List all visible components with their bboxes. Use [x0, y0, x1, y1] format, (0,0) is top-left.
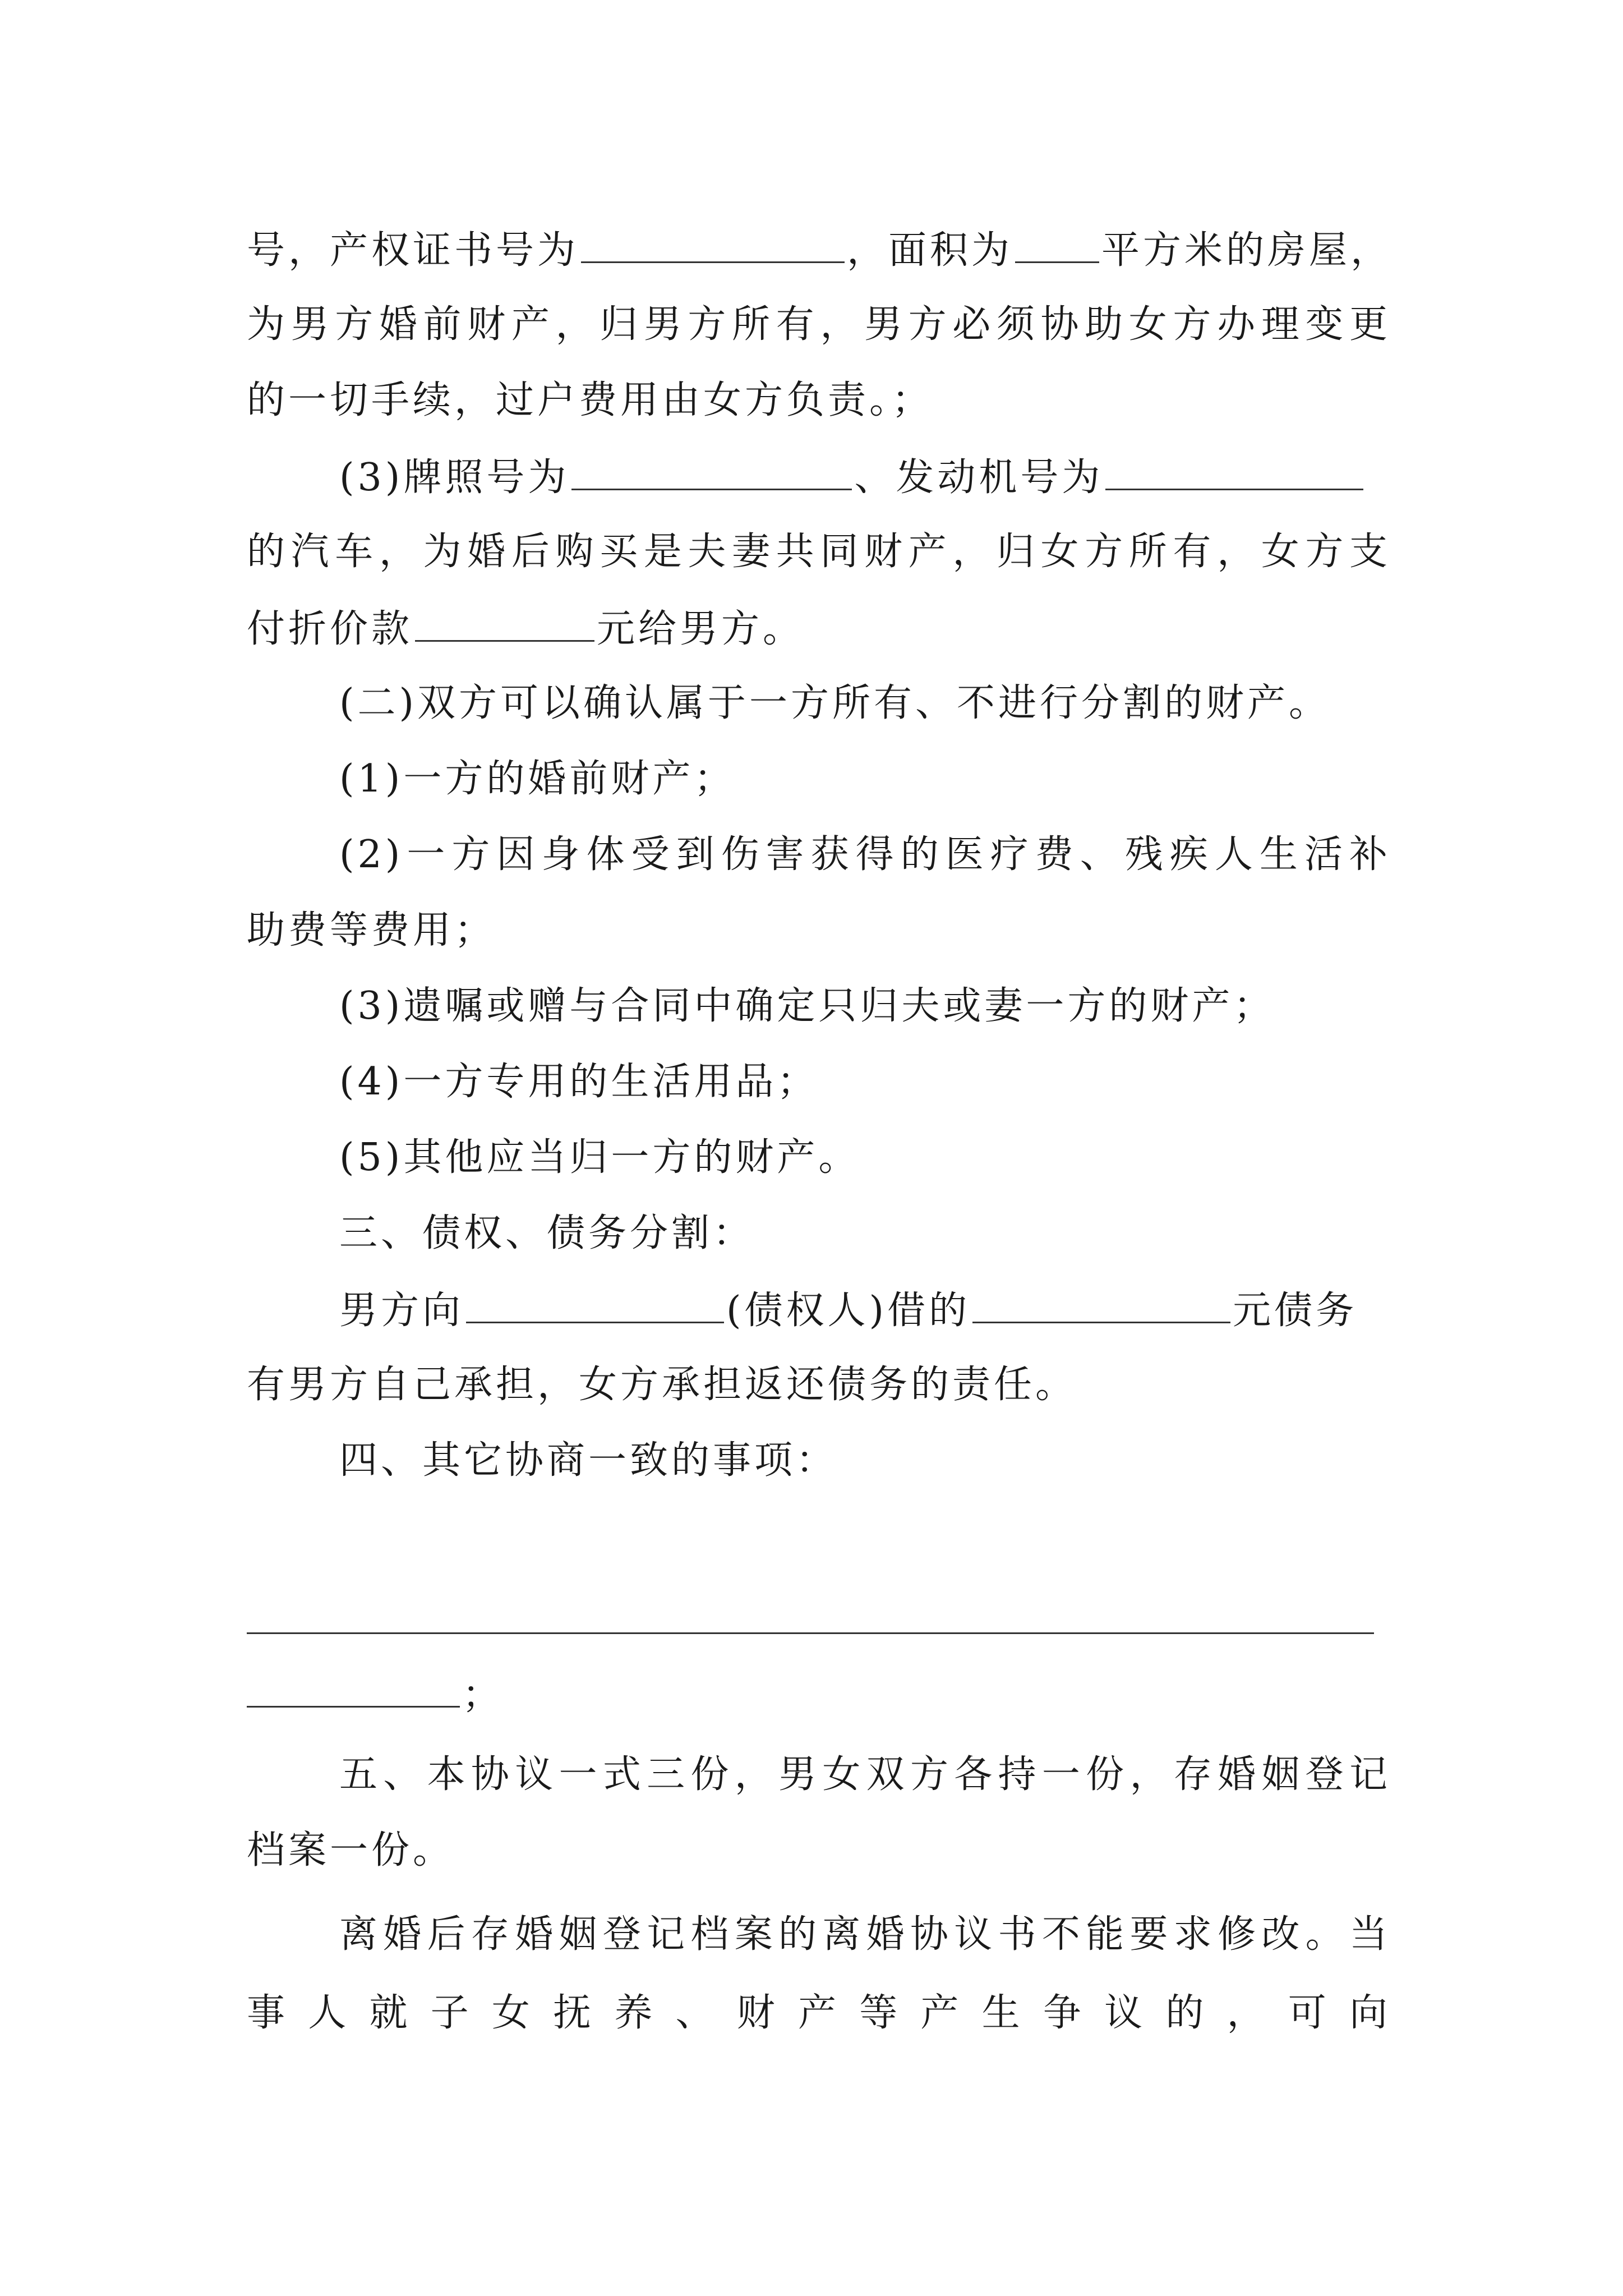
text-line: 为男方婚前财产，归男方所有，男方必须协助女方办理变更	[247, 302, 1391, 347]
text-line: 离婚后存婚姻登记档案的离婚协议书不能要求修改。当	[339, 1912, 1391, 1957]
text-line	[247, 1673, 1391, 1717]
text-line	[339, 455, 1391, 500]
text-segment: ；	[462, 1673, 504, 1717]
fill-in-blank	[972, 1290, 1230, 1323]
text-line: 的一切手续，过户费用由女方负责。；	[247, 378, 934, 422]
text-segment: 、发动机号为	[854, 455, 1104, 500]
text-segment: (债权人)借的	[726, 1289, 971, 1333]
text-segment: 男方向	[339, 1289, 464, 1333]
text-line: (5)其他应当归一方的财产。	[339, 1135, 860, 1180]
text-segment: ，面积为	[847, 228, 1013, 273]
fill-in-blank	[1015, 230, 1099, 263]
section-heading: 四、其它协商一致的事项：	[339, 1438, 838, 1483]
text-line: (1)一方的婚前财产；	[339, 757, 736, 801]
text-line: (二)双方可以确认属于一方所有、不进行分割的财产。	[339, 681, 1331, 725]
text-segment: 付折价款	[247, 607, 413, 651]
text-line: (2)一方因身体受到伤害获得的医疗费、残疾人生活补	[339, 832, 1391, 877]
text-line: 五、本协议一式三份，男女双方各持一份，存婚姻登记	[339, 1752, 1391, 1797]
text-line: 档案一份。	[247, 1828, 455, 1872]
fill-in-blank	[1105, 457, 1363, 490]
text-segment: 元债务	[1233, 1289, 1358, 1333]
fill-in-blank	[466, 1290, 724, 1323]
fill-in-blank	[571, 457, 852, 490]
text-segment: 号，产权证书号为	[247, 228, 579, 273]
text-line	[247, 607, 1391, 651]
text-line	[339, 1289, 1391, 1333]
text-line: 事人就子女抚养、财产等产生争议的，可向	[247, 1991, 1391, 2035]
fill-in-blank	[415, 609, 594, 642]
text-line: 有男方自己承担，女方承担返还债务的责任。	[247, 1363, 1077, 1407]
text-line: 的汽车，为婚后购买是夫妻共同财产，归女方所有，女方支	[247, 530, 1391, 574]
text-line	[247, 228, 1393, 273]
text-line: (4)一方专用的生活用品；	[339, 1060, 819, 1104]
fill-in-rule	[247, 1632, 1374, 1634]
section-heading: 三、债权、债务分割：	[339, 1211, 755, 1255]
text-line: (3)遗嘱或赠与合同中确定只归夫或妻一方的财产；	[339, 984, 1275, 1028]
fill-in-blank	[581, 230, 845, 263]
text-line: 助费等费用；	[247, 908, 496, 953]
text-segment: 元给男方。	[597, 607, 805, 651]
text-segment: 平方米的房屋，	[1101, 228, 1393, 273]
fill-in-blank	[247, 1674, 460, 1708]
text-segment: (3)牌照号为	[339, 455, 570, 500]
